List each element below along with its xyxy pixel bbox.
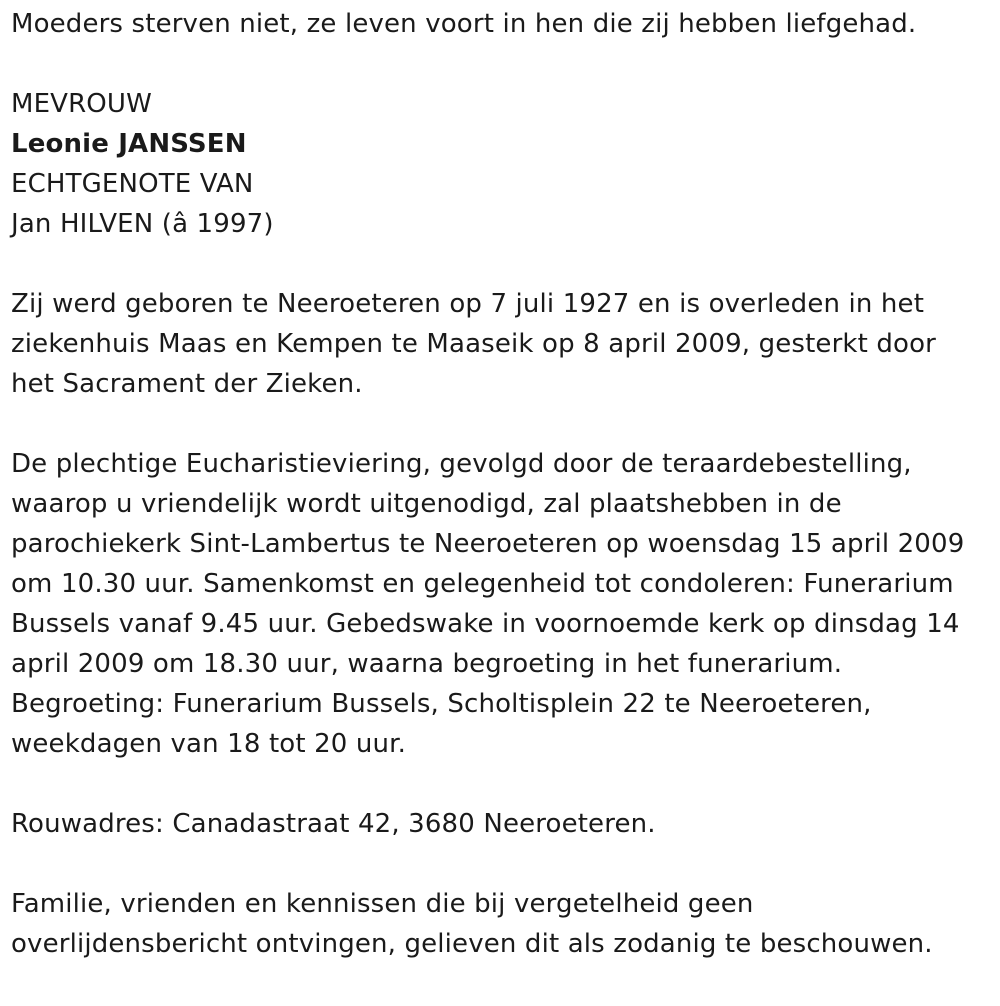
paragraph-line: het Sacrament der Zieken.	[11, 369, 363, 399]
obituary-document	[11, 4, 991, 964]
spouse-name: Jan HILVEN (â 1997)	[11, 209, 274, 239]
paragraph-line: om 10.30 uur. Samenkomst en gelegenheid tot condoleren: Funerarium	[11, 569, 954, 599]
motto-line: Moeders sterven niet, ze leven voort in hen die zij hebben liefgehad.	[11, 9, 917, 39]
ceremony-paragraph	[11, 444, 991, 764]
paragraph-line: Begroeting: Funerarium Bussels, Scholtisplein 22 te Neeroeteren,	[11, 689, 872, 719]
paragraph-line: Familie, vrienden en kennissen die bij vergetelheid geen	[11, 889, 754, 919]
spacer	[11, 404, 991, 444]
spacer	[11, 764, 991, 804]
paragraph-line: parochiekerk Sint-Lambertus te Neeroeteren op woensdag 15 april 2009	[11, 529, 965, 559]
paragraph-line: weekdagen van 18 tot 20 uur.	[11, 729, 407, 759]
announcement-block	[11, 84, 991, 244]
spacer	[11, 844, 991, 884]
deceased-name: Leonie JANSSEN	[11, 129, 247, 159]
birth-death-paragraph	[11, 284, 991, 404]
paragraph-line: Bussels vanaf 9.45 uur. Gebedswake in voornoemde kerk op dinsdag 14	[11, 609, 960, 639]
relation-label: ECHTGENOTE VAN	[11, 169, 254, 199]
paragraph-line: overlijdensbericht ontvingen, gelieven dit als zodanig te beschouwen.	[11, 929, 933, 959]
paragraph-line: april 2009 om 18.30 uur, waarna begroeting in het funerarium.	[11, 649, 843, 679]
spacer	[11, 44, 991, 84]
paragraph-line: Zij werd geboren te Neeroeteren op 7 juli 1927 en is overleden in het	[11, 289, 925, 319]
closing-paragraph	[11, 884, 991, 964]
title-prefix: MEVROUW	[11, 89, 152, 119]
paragraph-line: waarop u vriendelijk wordt uitgenodigd, zal plaatshebben in de	[11, 489, 842, 519]
mourning-address: Rouwadres: Canadastraat 42, 3680 Neeroeteren.	[11, 809, 656, 839]
spacer	[11, 244, 991, 284]
paragraph-line: ziekenhuis Maas en Kempen te Maaseik op 8 april 2009, gesterkt door	[11, 329, 936, 359]
paragraph-line: De plechtige Eucharistieviering, gevolgd door de teraardebestelling,	[11, 449, 912, 479]
